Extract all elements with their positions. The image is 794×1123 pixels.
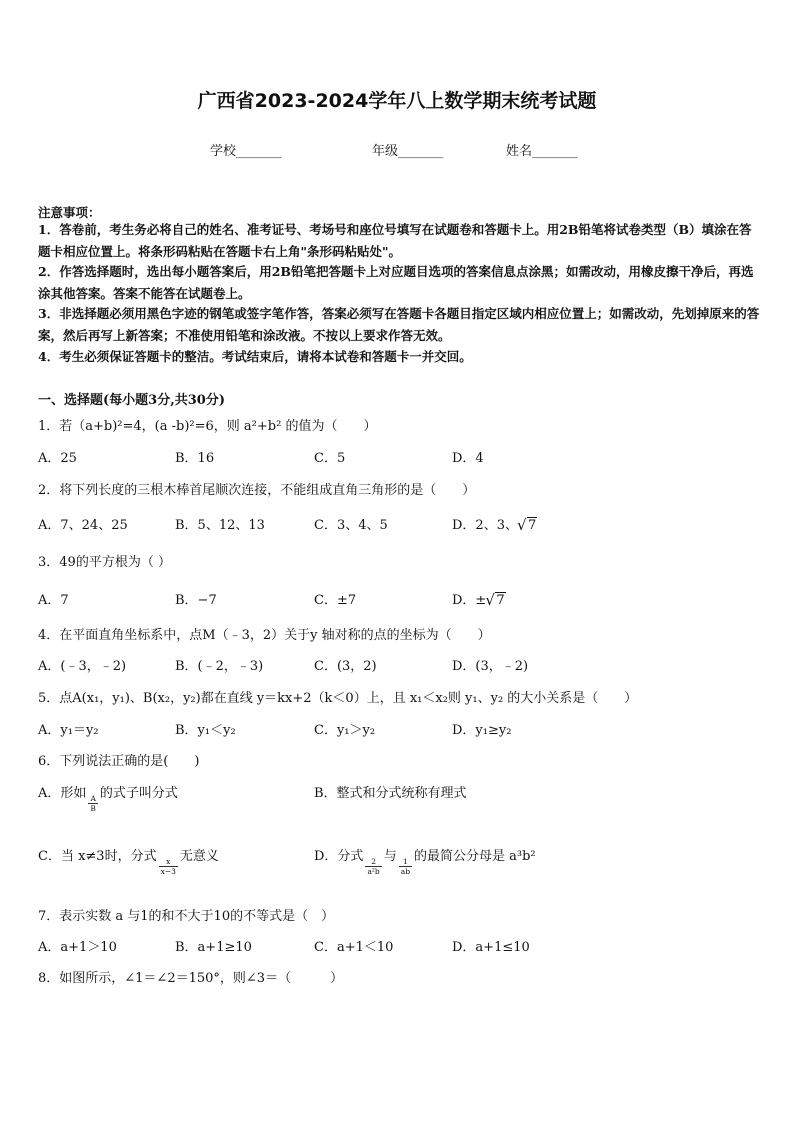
fraction [399,857,412,876]
q5-option-a: A．y₁＝y₂ [38,723,99,738]
question-8: 8．如图所示，∠1＝∠2＝150°，则∠3＝（ ） [38,971,344,986]
fraction-denominator: a²b [367,867,380,876]
q6-option-c [38,845,219,876]
q4-option-a: A．(﹣3，﹣2) [38,659,127,674]
q1-option-a: A．25 [38,451,77,466]
question-5: 5．点A(x₁，y₁)、B(x₂，y₂)都在直线 y＝kx+2（k＜0）上，且 x₁＜x₂则 y₁、y₂ 的大小关系是（ ） [38,691,638,706]
q2-option-b: B．5、12、13 [175,518,265,533]
q6-d-post: 的最简公分母是 a³b² [414,849,536,864]
note-item-3: 3．非选择题必须用黑色字迹的钢笔或签字笔作答，答案必须写在答题卡各题目指定区域内相应位置上；如需改动，先划掉原来的答案，然后再写上新答案；不准使用铅笔和涂改液。不按以上要求作答无效。 [38,306,760,343]
q3-option-c: C．±7 [314,593,357,608]
q2-radicand: 7 [527,518,537,533]
q6-c-pre: C．当 x≠3时，分式 [38,849,157,864]
question-2: 2．将下列长度的三根木棒首尾顺次连接，不能组成直角三角形的是（ ） [38,483,476,498]
q2-option-a: A．7、24、25 [38,518,128,533]
q6-option-a [38,782,178,813]
section-heading: 一、选择题(每小题3分,共30分) [38,393,225,408]
note-item-1: 1．答卷前，考生务必将自己的姓名、准考证号、考场号和座位号填写在试题卷和答题卡上。用2B铅笔将试卷类型（B）填涂在答题卡相应位置上。将条形码粘贴在答题卡右上角"条形码粘贴处"。 [38,222,752,259]
q6-d-pre: D．分式 [314,849,364,864]
fraction [159,857,178,876]
q6-option-b: B．整式和分式统称有理式 [314,786,467,801]
q4-option-d: D．(3，﹣2) [452,659,529,674]
q3-option-d [452,589,506,608]
q3-option-d-text: D．± [452,593,487,608]
q7-option-b: B．a+1≥10 [175,940,252,955]
q6-a-post: 的式子叫分式 [99,786,178,801]
q5-option-c: C．y₁＞y₂ [314,723,376,738]
question-7: 7．表示实数 a 与1的和不大于10的不等式是（ ） [38,909,335,924]
q7-option-a: A．a+1＞10 [38,940,117,955]
school-field: 学校_______ [210,144,282,159]
q4-option-b: B．(﹣2，﹣3) [175,659,264,674]
q6-c-post: 无意义 [179,849,219,864]
grade-field: 年级_______ [372,144,444,159]
fraction-numerator: x [159,857,178,867]
page-title: 广西省2023-2024学年八上数学期末统考试题 [197,90,597,112]
fraction-numerator: 2 [365,857,381,867]
q2-option-c: C．3、4、5 [314,518,388,533]
sqrt-symbol [518,518,537,533]
fraction [365,857,381,876]
fraction [88,794,98,813]
q2-option-d [452,514,537,533]
q1-option-c: C．5 [314,451,346,466]
q1-option-b: B．16 [175,451,215,466]
note-item-2: 2．作答选择题时，选出每小题答案后，用2B铅笔把答题卡上对应题目选项的答案信息点涂黑；如需改动，用橡皮擦干净后，再选涂其他答案。答案不能答在试题卷上。 [38,264,754,301]
q3-option-a: A．7 [38,593,69,608]
q2-option-d-text: D．2、3、 [452,518,518,533]
q7-option-c: C．a+1＜10 [314,940,394,955]
fraction-denominator: ab [400,867,411,876]
sqrt-symbol [486,593,505,608]
question-1: 1．若（a+b)²=4，(a -b)²=6，则 a²+b² 的值为（ ） [38,419,377,434]
q6-a-pre: A．形如 [38,786,87,801]
q6-d-mid: 与 [383,849,397,864]
q5-option-d: D．y₁≥y₂ [452,723,512,738]
fraction-denominator: B [90,804,96,813]
q3-radicand: 7 [496,593,505,608]
q4-option-c: C．(3，2) [314,659,377,674]
q3-option-b: B．−7 [175,593,217,608]
name-field: 姓名_______ [506,144,578,159]
note-item-4: 4．考生必须保证答题卡的整洁。考试结束后，请将本试卷和答题卡一并交回。 [38,349,472,364]
q7-option-d: D．a+1≤10 [452,940,530,955]
question-6: 6．下列说法正确的是( ) [38,754,200,769]
q5-option-b: B．y₁＜y₂ [175,723,236,738]
question-3: 3．49的平方根为（ ） [38,555,171,570]
fraction-denominator: x−3 [160,867,176,876]
q1-option-d: D．4 [452,451,484,466]
fraction-numerator: 1 [399,857,412,867]
q6-option-d [314,845,536,876]
notes-heading: 注意事项： [38,205,101,220]
fraction-numerator: A [88,794,98,804]
question-4: 4．在平面直角坐标系中，点M（﹣3，2）关于y 轴对称的点的坐标为（ ） [38,628,491,643]
